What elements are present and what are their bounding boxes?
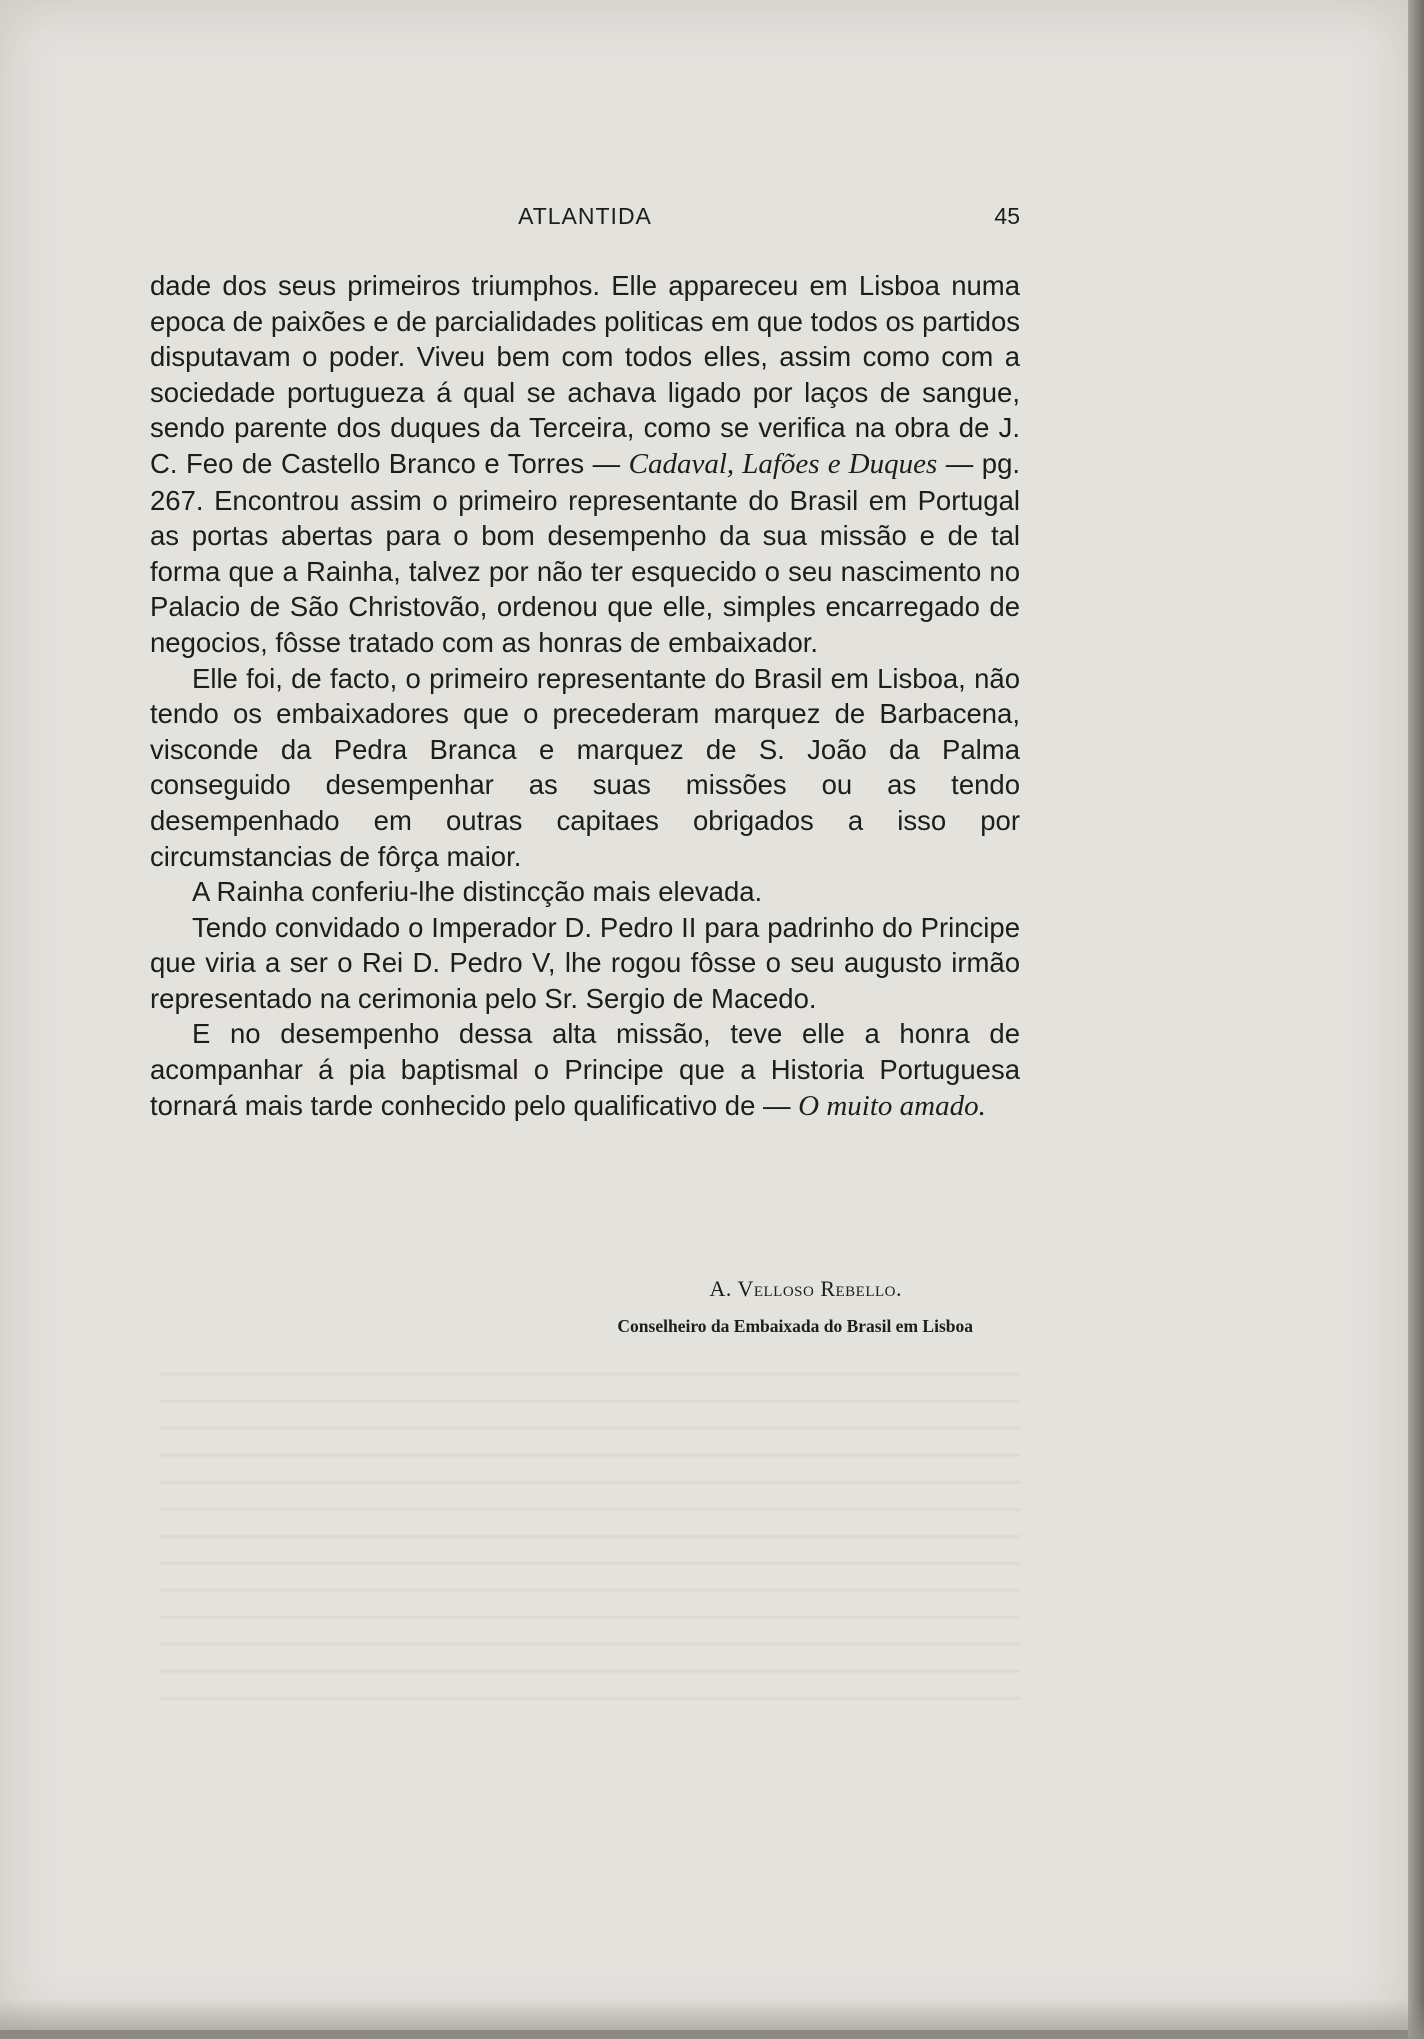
paragraph-1 xyxy=(150,268,1020,661)
running-title: ATLANTIDA xyxy=(518,203,652,229)
paragraph-5 xyxy=(150,1016,1020,1124)
show-through-texture xyxy=(160,1350,1020,1710)
paragraph-2: Elle foi, de facto, o primeiro representante do Brasil em Lisboa, não tendo os embaixadores que o precederam marquez de Barbacena, visconde da Pedra Branca e marquez de S. João da Palma conseguido desempenhar as suas missões ou as tendo desempenhado em outras capitaes obrigados a isso por circumstancias de fôrça maior. xyxy=(150,662,1020,872)
page-number: 45 xyxy=(994,203,1020,229)
article-body xyxy=(150,268,1020,1124)
running-head xyxy=(150,203,1020,239)
paragraph-4: Tendo convidado o Imperador D. Pedro II para padrinho do Principe que viria a ser o Rei D. Pedro V, lhe rogou fôsse o seu augusto irmão representado na cerimonia pelo Sr. Sergio de Macedo. xyxy=(150,911,1020,1014)
author-role: Conselheiro da Embaixada do Brasil em Lisboa xyxy=(617,1316,973,1336)
author-signature: A. Velloso Rebello. xyxy=(709,1276,902,1301)
paragraph-3: A Rainha conferiu-lhe distincção mais elevada. xyxy=(192,876,763,908)
book-title-italic: Cadaval, Lafões e Duques xyxy=(628,447,938,480)
paragraph-1-text-a: dade dos seus primeiros triumphos. Elle appareceu em Lisboa numa epoca de paixões e de parcialidades politicas em que todos os partidos disputavam o poder. Viveu bem com todos elles, assim como com a sociedade portugueza á qual se achava ligado por laços de sangue, sendo parente dos duques da Terceira, como se verifica na obra de J. C. Feo de Castello Branco e Torres — xyxy=(150,270,1020,479)
paragraph-5-text: E no desempenho dessa alta missão, teve elle a honra de acompanhar á pia baptismal o Principe que a Historia Portuguesa tornará mais tarde conhecido pelo qualificativo de — xyxy=(150,1018,1020,1121)
paragraph-1-text-b: — pg. 267. Encontrou assim o primeiro representante do Brasil em Portugal as portas abertas para o bom desempenho da sua missão e de tal forma que a Rainha, talvez por não ter esquecido o seu nascimento no Palacio de São Christovão, ordenou que elle, simples encarregado de negocios, fôsse tratado com as honras de embaixador. xyxy=(150,447,1020,658)
page-edge-shadow xyxy=(1408,0,1424,2039)
epithet-italic: O muito amado. xyxy=(798,1089,986,1122)
page-bottom-edge xyxy=(0,1999,1424,2039)
